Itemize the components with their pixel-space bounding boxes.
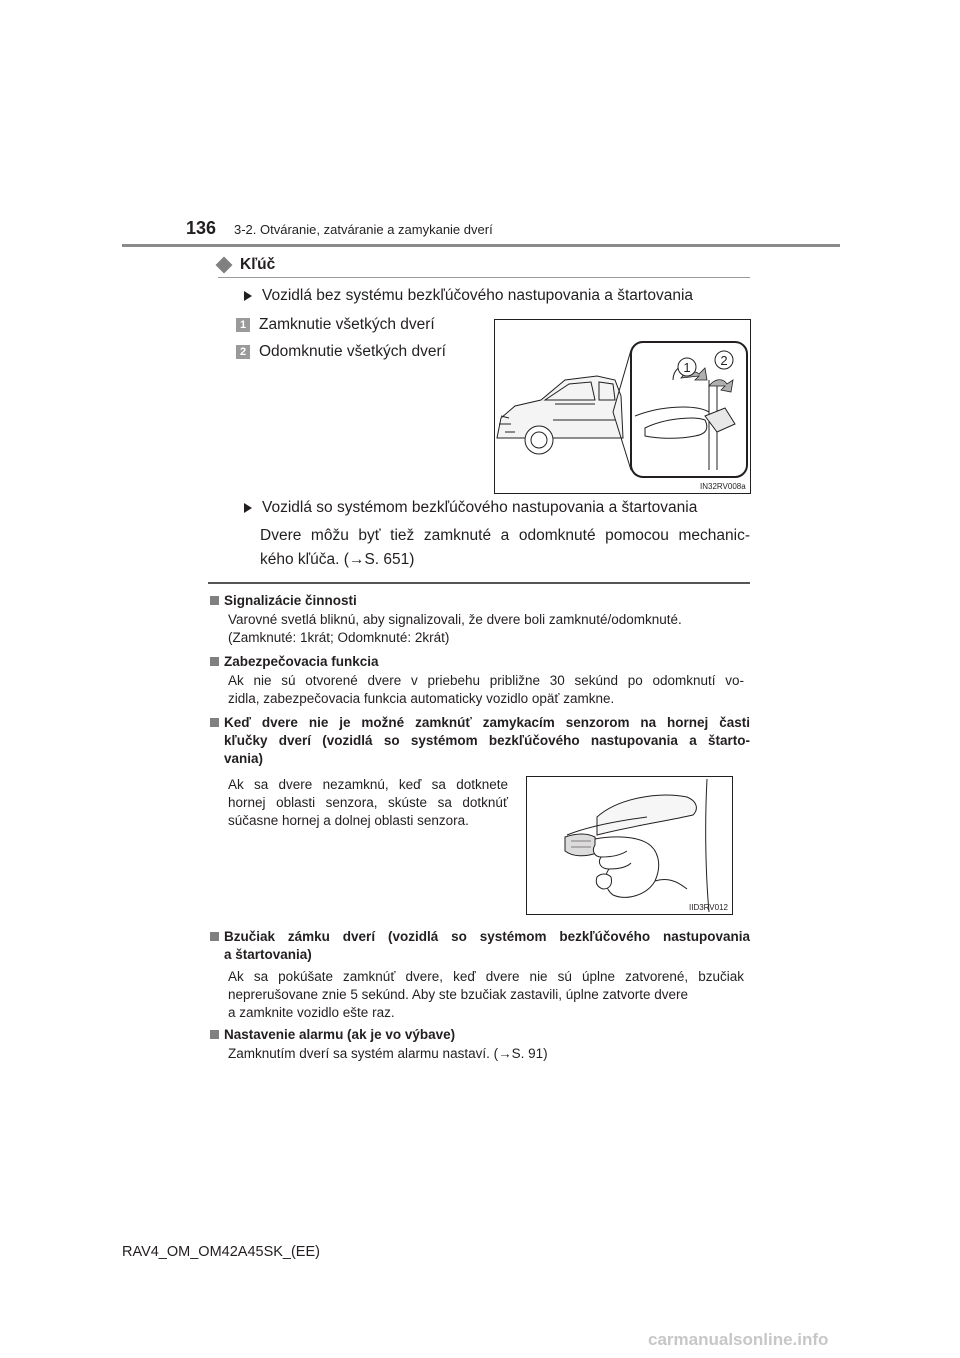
note-heading bbox=[210, 928, 750, 964]
number-badge: 1 bbox=[236, 318, 250, 332]
figure-code: IID3RV012 bbox=[689, 903, 728, 912]
triangle-bullet-icon bbox=[244, 503, 252, 513]
item-unlock-all-doors bbox=[236, 343, 446, 361]
note-line: Varovné svetlá bliknú, aby signalizovali, že dvere boli zamknuté/odomknuté. bbox=[228, 612, 682, 627]
number-badge: 2 bbox=[236, 345, 250, 359]
note-body bbox=[228, 968, 744, 1022]
page-number: 136 bbox=[186, 218, 217, 238]
bullet-without-keyless bbox=[244, 287, 693, 305]
square-bullet-icon bbox=[210, 657, 219, 666]
document-code-footer: RAV4_OM_OM42A45SK_(EE) bbox=[122, 1244, 320, 1260]
note-heading-text: Signalizácie činnosti bbox=[224, 593, 357, 608]
section-divider bbox=[218, 277, 750, 278]
note-heading-text: Zabezpečovacia funkcia bbox=[224, 654, 379, 669]
note-body bbox=[228, 776, 508, 830]
note-heading-text bbox=[224, 928, 750, 964]
section-title-text: Kľúč bbox=[240, 256, 276, 273]
figure-door-handle-sensor bbox=[526, 776, 733, 915]
bullet-text: Vozidlá bez systému bezkľúčového nastupovania a štartovania bbox=[262, 287, 694, 304]
note-line: hornej oblasti senzora, skúste sa dotknúť bbox=[228, 795, 508, 810]
note-line: a zamknite vozidlo ešte raz. bbox=[228, 1005, 395, 1020]
callout-2: 2 bbox=[720, 353, 728, 368]
item-label: Zamknutie všetkých dverí bbox=[259, 316, 435, 333]
note-line: súčasne hornej a dolnej oblasti senzora. bbox=[228, 813, 469, 828]
note-heading bbox=[210, 714, 750, 768]
item-label: Odomknutie všetkých dverí bbox=[259, 343, 446, 360]
note-line: (Zamknuté: 1krát; Odomknuté: 2krát) bbox=[228, 630, 450, 645]
heading-line: vania) bbox=[224, 751, 264, 766]
section-title bbox=[218, 256, 275, 274]
note-line: Ak nie sú otvorené dvere v priebehu približne 30 sekúnd po odomknutí vo- bbox=[228, 673, 744, 688]
car-key-illustration bbox=[495, 320, 750, 493]
note-heading bbox=[210, 1026, 455, 1044]
hand-door-handle-illustration bbox=[527, 777, 732, 914]
note-heading bbox=[210, 592, 357, 610]
note-body bbox=[228, 611, 682, 647]
note-line: Ak sa dvere nezamknú, keď sa dotknete bbox=[228, 777, 508, 792]
note-line: Zamknutím dverí sa systém alarmu nastaví. (→S. 91) bbox=[228, 1046, 548, 1061]
square-bullet-icon bbox=[210, 932, 219, 941]
triangle-bullet-icon bbox=[244, 291, 252, 301]
note-heading bbox=[210, 653, 379, 671]
mechanical-key-paragraph bbox=[260, 524, 750, 572]
diamond-icon bbox=[216, 257, 233, 274]
square-bullet-icon bbox=[210, 596, 219, 605]
bullet-with-keyless bbox=[244, 499, 697, 517]
heading-line: Bzučiak zámku dverí (vozidlá so systémom bezkľúčového nastupovania bbox=[224, 929, 750, 944]
watermark: carmanualsonline.info bbox=[648, 1330, 829, 1349]
notes-divider bbox=[208, 582, 750, 584]
note-body bbox=[228, 1045, 548, 1063]
square-bullet-icon bbox=[210, 718, 219, 727]
bullet-text: Vozidlá so systémom bezkľúčového nastupovania a štartovania bbox=[262, 499, 698, 516]
heading-line: a štartovania) bbox=[224, 947, 312, 962]
para-line: kého kľúča. (→S. 651) bbox=[260, 551, 415, 568]
chapter-title: 3-2. Otváranie, zatváranie a zamykanie dverí bbox=[234, 222, 493, 237]
header-divider bbox=[122, 244, 840, 247]
heading-line: kľučky dverí (vozidlá so systémom bezkľúčového nastupovania a štarto- bbox=[224, 733, 750, 748]
figure-key-lock-unlock bbox=[494, 319, 751, 494]
note-heading-text: Nastavenie alarmu (ak je vo výbave) bbox=[224, 1027, 456, 1042]
note-body bbox=[228, 672, 744, 708]
note-heading-text bbox=[224, 714, 750, 768]
note-line: zidla, zabezpečovacia funkcia automaticky vozidlo opäť zamkne. bbox=[228, 691, 615, 706]
square-bullet-icon bbox=[210, 1030, 219, 1039]
note-line: Ak sa pokúšate zamknúť dvere, keď dvere nie sú úplne zatvorené, bzučiak bbox=[228, 969, 744, 984]
callout-1: 1 bbox=[683, 360, 691, 375]
heading-line: Keď dvere nie je možné zamknúť zamykacím senzorom na hornej časti bbox=[224, 715, 750, 730]
figure-code: IN32RV008a bbox=[700, 482, 746, 491]
para-line: Dvere môžu byť tiež zamknuté a odomknuté pomocou mechanic- bbox=[260, 527, 750, 544]
note-line: neprerušovane znie 5 sekúnd. Aby ste bzučiak zastavili, úplne zatvorte dvere bbox=[228, 987, 689, 1002]
item-lock-all-doors bbox=[236, 316, 435, 334]
